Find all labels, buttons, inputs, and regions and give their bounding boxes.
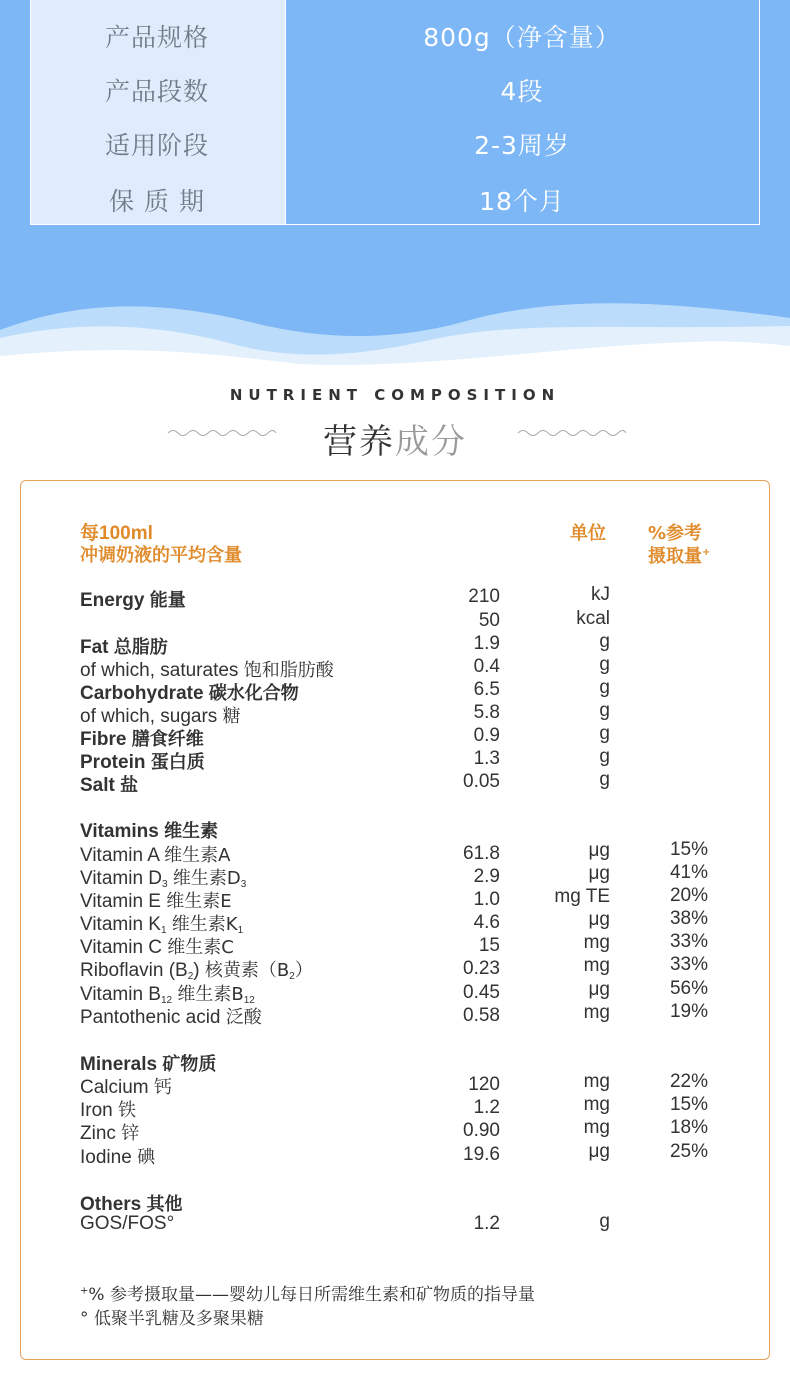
nutrient-name-en: Vitamin B	[80, 984, 161, 1005]
nutrient-name-en: Vitamin A	[80, 845, 159, 866]
footnote-reference-intake	[80, 1280, 535, 1305]
nutrient-name-en: Vitamin D	[80, 868, 163, 889]
nutrient-unit: g	[599, 700, 610, 721]
nutrient-name	[80, 586, 186, 612]
nutrient-subscript: 3	[162, 879, 168, 890]
nutrient-cn-subscript: 12	[243, 995, 255, 1006]
nutrient-value: 15	[478, 935, 500, 956]
nutrient-unit: mg	[583, 1094, 610, 1115]
macro-row	[0, 702, 790, 725]
spec-value: 800g（净含量）	[423, 23, 621, 52]
reference-intake-text: 摄取量	[648, 546, 702, 567]
nutrient-value: 0.9	[473, 725, 500, 746]
reference-intake-percent: 33%	[669, 931, 708, 952]
nutrient-unit: kcal	[576, 608, 610, 629]
nutrient-name-cn: 糖	[222, 706, 241, 727]
nutrient-subscript: 1	[160, 925, 167, 936]
nutrient-value: 50	[478, 610, 500, 631]
nutrient-unit: mg	[583, 955, 610, 976]
spec-value: 18个月	[479, 187, 565, 216]
nutrient-value: 5.8	[473, 702, 500, 723]
nutrient-unit: μg	[588, 909, 610, 930]
macro-row	[0, 771, 790, 794]
nutrient-value: 0.23	[463, 958, 500, 979]
unit-column-header: 单位	[570, 523, 606, 544]
squiggle-left-decoration	[166, 426, 278, 440]
nutrient-name	[80, 817, 218, 843]
nutrient-value: 0.90	[463, 1120, 500, 1141]
nutrient-value: 0.05	[463, 771, 500, 792]
nutrient-name-en: of which, sugars	[80, 706, 218, 727]
spec-label: 适用阶段	[104, 131, 209, 160]
wave-decoration	[0, 260, 790, 370]
nutrient-name-tail: )	[193, 960, 200, 981]
nutrient-name-cn: 维生素C	[167, 937, 234, 958]
nutrient-name-en: Riboflavin (B	[80, 960, 188, 981]
nutrient-name-cn: 碘	[137, 1147, 156, 1168]
nutrient-name-en: Pantothenic acid	[80, 1007, 221, 1028]
section-title-light: 成分	[395, 422, 467, 462]
nutrient-name	[80, 956, 313, 982]
nutrient-unit: μg	[588, 863, 610, 884]
nutrient-name	[80, 1119, 139, 1145]
reference-intake-percent: 18%	[669, 1117, 708, 1138]
nutrient-unit: g	[599, 654, 610, 675]
nutrient-value: 4.6	[473, 912, 500, 933]
nutrient-name-cn: 总脂肪	[113, 637, 168, 658]
nutrient-value: 120	[468, 1074, 500, 1095]
mineral-row	[0, 1096, 790, 1119]
minerals-title-row	[0, 1050, 790, 1073]
nutrient-name-en: Vitamin E	[80, 891, 161, 912]
energy-row	[0, 586, 790, 609]
nutrient-unit: g	[599, 631, 610, 652]
section-title-english: NUTRIENT COMPOSITION	[229, 386, 561, 404]
nutrient-unit: g	[599, 769, 610, 790]
nutrient-value: 61.8	[463, 843, 500, 864]
reference-intake-percent: 56%	[669, 978, 708, 999]
nutrient-name-cn: 维生素D	[172, 868, 241, 889]
macro-row	[0, 725, 790, 748]
nutrient-cn-tail: ）	[294, 960, 313, 981]
average-content-label: 冲调奶液的平均含量	[80, 545, 242, 566]
section-title-chinese	[0, 414, 790, 463]
nutrient-name-en: Iodine	[80, 1147, 132, 1168]
mineral-row	[0, 1073, 790, 1096]
nutrient-value: 1.2	[473, 1097, 500, 1118]
vitamin-row	[0, 954, 790, 982]
nutrient-name-cn: 维生素E	[166, 891, 232, 912]
other-row	[0, 1213, 790, 1236]
nutrient-name	[80, 771, 138, 797]
footnote-mark: +	[80, 1285, 89, 1297]
nutrient-name-en: Iron	[80, 1100, 113, 1121]
nutrient-unit: mg	[583, 1071, 610, 1092]
nutrient-value: 210	[468, 586, 500, 607]
vitamin-row	[0, 908, 790, 936]
nutrient-name-cn: 维生素	[164, 821, 219, 842]
reference-intake-percent: 33%	[669, 954, 708, 975]
footnote-text: % 参考摄取量——婴幼儿每日所需维生素和矿物质的指导量	[88, 1285, 535, 1305]
nutrient-name-cn: 矿物质	[162, 1054, 217, 1075]
reference-intake-header-line2	[648, 542, 710, 568]
nutrient-value: 6.5	[473, 679, 500, 700]
nutrient-name-en: Vitamins	[80, 821, 159, 842]
vitamin-row	[0, 841, 790, 864]
squiggle-right-decoration	[516, 426, 628, 440]
spec-label: 产品段数	[104, 77, 209, 106]
nutrient-unit: mg TE	[554, 886, 610, 907]
nutrient-name-en: Zinc	[80, 1123, 116, 1144]
nutrient-value: 0.45	[463, 982, 500, 1003]
nutrient-name-cn: 其他	[146, 1194, 183, 1215]
nutrient-name-cn: 碳水化合物	[208, 683, 299, 704]
nutrient-cn-subscript: 3	[240, 879, 247, 890]
reference-intake-percent: 25%	[669, 1141, 708, 1162]
nutrient-value: 1.9	[473, 633, 500, 654]
nutrient-value: 1.2	[473, 1213, 500, 1234]
macro-row	[0, 679, 790, 702]
nutrient-name-en: Salt	[80, 775, 115, 796]
vitamin-row	[0, 1003, 790, 1026]
nutrient-name-en: Vitamin K	[80, 914, 161, 935]
nutrient-value: 1.3	[473, 748, 500, 769]
nutrient-unit: μg	[588, 840, 610, 861]
reference-intake-percent: 20%	[669, 885, 708, 906]
reference-mark: +	[702, 547, 711, 558]
nutrient-name-en: Protein	[80, 752, 146, 773]
nutrient-unit: g	[599, 723, 610, 744]
nutrient-name	[80, 1003, 262, 1029]
nutrient-unit: μg	[588, 1141, 610, 1162]
macro-row	[0, 656, 790, 679]
nutrient-name-en: Energy	[80, 590, 145, 611]
nutrient-name-cn: 维生素A	[164, 845, 231, 866]
spec-value: 2-3周岁	[474, 131, 570, 160]
nutrient-name-cn: 能量	[149, 590, 186, 611]
reference-intake-percent: 15%	[669, 839, 708, 860]
reference-intake-percent: 15%	[669, 1094, 708, 1115]
nutrient-unit: kJ	[591, 584, 610, 605]
spec-label: 产品规格	[104, 23, 209, 52]
macro-row	[0, 748, 790, 771]
nutrient-value: 2.9	[473, 866, 500, 887]
reference-intake-percent: 38%	[669, 908, 708, 929]
nutrient-unit: mg	[583, 1117, 610, 1138]
nutrient-name	[80, 1213, 174, 1235]
nutrient-name-en: Fibre	[80, 729, 127, 750]
vitamins-title-row	[0, 817, 790, 840]
nutrient-name-cn: 钙	[153, 1077, 172, 1098]
footnote-gos-fos: ° 低聚半乳糖及多聚果糖	[80, 1309, 264, 1329]
nutrient-name-cn: 锌	[121, 1123, 140, 1144]
vitamin-row	[0, 862, 790, 890]
nutrient-name-en: of which, saturates	[80, 660, 239, 681]
reference-intake-header-line1: %参考	[648, 523, 703, 544]
vitamin-row	[0, 887, 790, 910]
nutrient-unit: g	[599, 1211, 610, 1232]
nutrient-name-cn: 维生素K	[171, 914, 238, 935]
nutrient-name-cn: 饱和脂肪酸	[243, 660, 334, 681]
nutrient-cn-subscript: 1	[237, 925, 244, 936]
nutrient-name-cn: 泛酸	[225, 1007, 262, 1028]
energy-row-kcal	[0, 610, 790, 633]
nutrient-name-cn: 维生素B	[177, 984, 244, 1005]
vitamin-row	[0, 933, 790, 956]
nutrient-subscript: 2	[187, 971, 194, 982]
nutrient-unit: μg	[588, 979, 610, 1000]
nutrient-subscript: 12	[160, 995, 173, 1006]
nutrient-name-en: Calcium	[80, 1077, 149, 1098]
spec-label: 保 质 期	[109, 187, 205, 216]
spec-value: 4段	[500, 77, 544, 106]
reference-intake-percent: 22%	[669, 1071, 708, 1092]
per-100ml-label: 每100ml	[80, 523, 153, 544]
section-title-dark: 营养	[323, 422, 395, 462]
nutrient-cn-subscript: 2	[289, 971, 295, 982]
vitamin-row	[0, 978, 790, 1006]
nutrient-name-cn: 核黄素（B	[204, 960, 290, 981]
nutrient-value: 1.0	[473, 889, 500, 910]
reference-intake-percent: 41%	[669, 862, 708, 883]
nutrient-name-cn: 膳食纤维	[131, 729, 204, 750]
nutrient-name-cn: 盐	[120, 775, 139, 796]
nutrient-unit: g	[599, 746, 610, 767]
nutrient-value: 0.4	[473, 656, 500, 677]
nutrient-name-en: Vitamin C	[80, 937, 163, 958]
nutrient-unit: mg	[583, 932, 610, 953]
macro-row	[0, 633, 790, 656]
mineral-row	[0, 1119, 790, 1142]
nutrient-name-en: Others	[80, 1194, 142, 1215]
nutrient-name-cn: 蛋白质	[150, 752, 205, 773]
nutrient-value: 19.6	[463, 1144, 500, 1165]
nutrient-unit: mg	[583, 1002, 610, 1023]
nutrient-name-en: GOS/FOS°	[80, 1213, 175, 1234]
others-title-row	[0, 1190, 790, 1213]
nutrient-name-en: Fat	[80, 637, 109, 658]
nutrient-value: 0.58	[463, 1005, 500, 1026]
nutrient-unit: g	[599, 677, 610, 698]
nutrient-name	[80, 1143, 155, 1169]
mineral-row	[0, 1143, 790, 1166]
nutrient-name-en: Carbohydrate	[80, 683, 204, 704]
nutrient-name-en: Minerals	[80, 1054, 158, 1075]
nutrient-name-cn: 铁	[118, 1100, 137, 1121]
reference-intake-percent: 19%	[669, 1001, 708, 1022]
